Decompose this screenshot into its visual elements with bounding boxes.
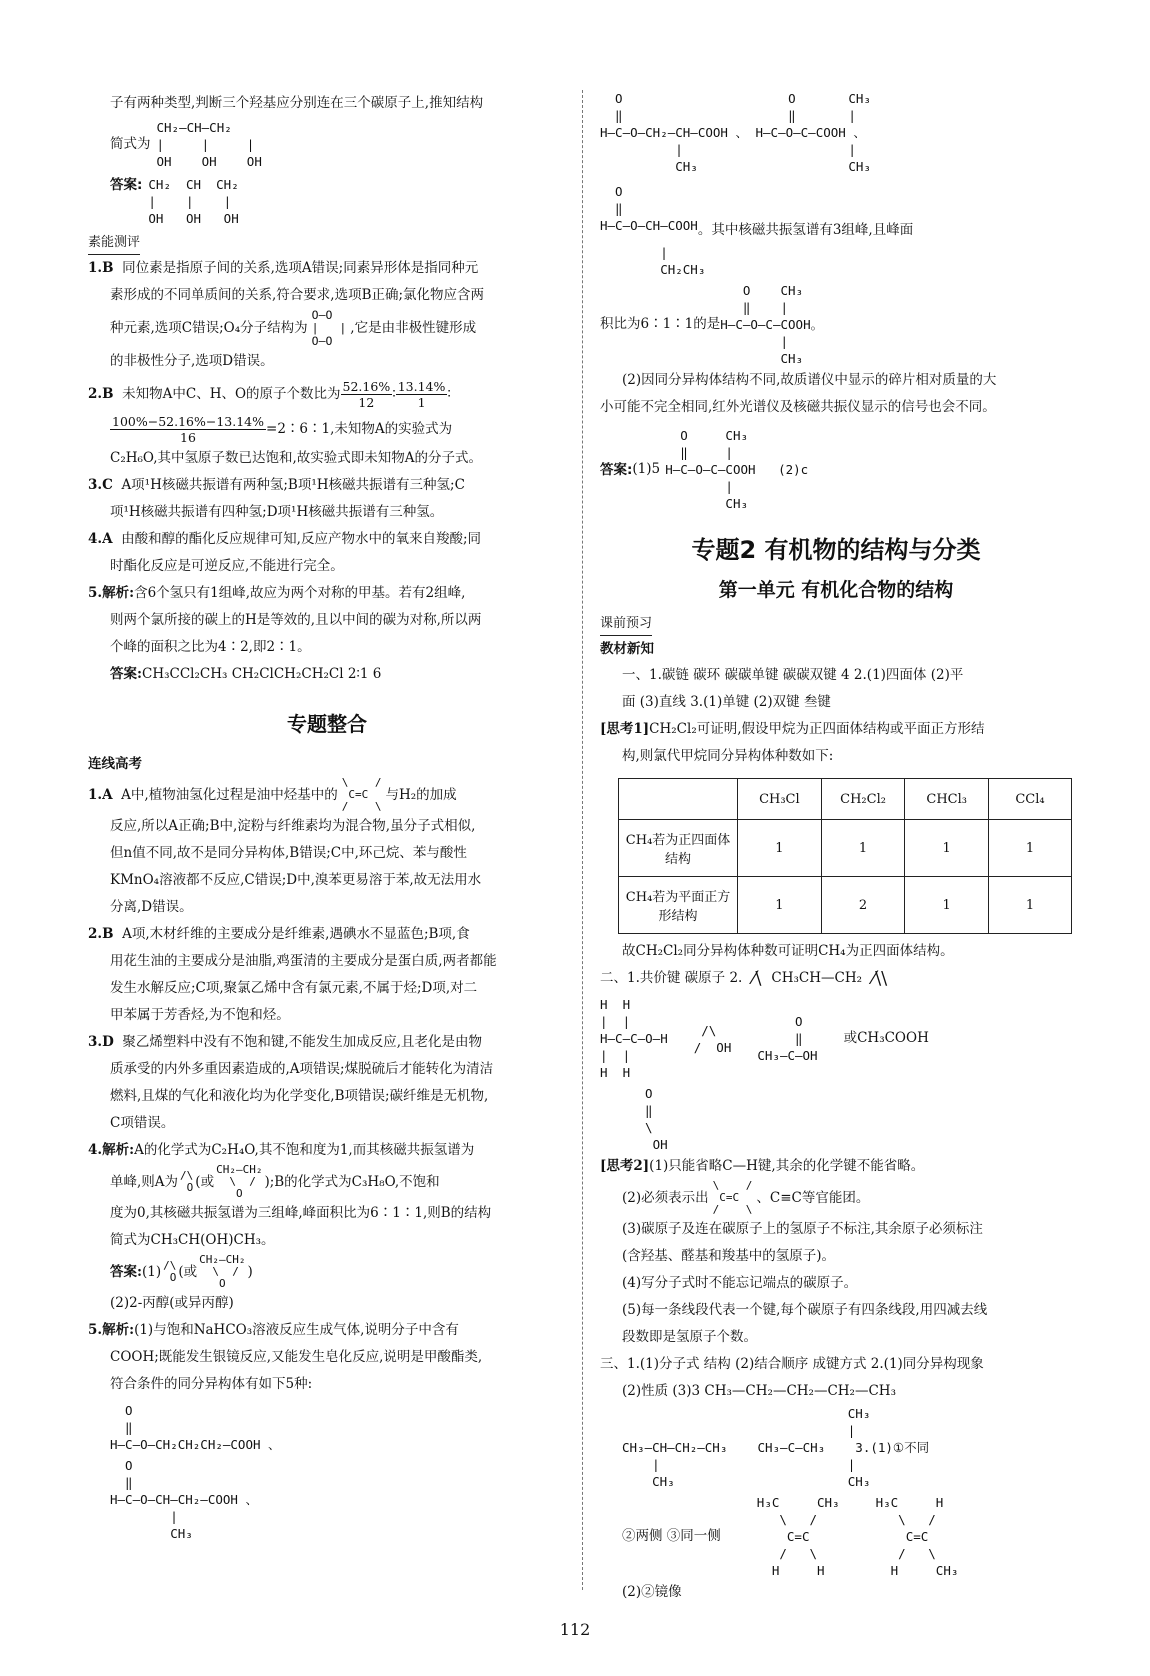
answer-row <box>600 427 1072 512</box>
text-line: 故CH₂Cl₂同分异构体种数可证明CH₄为正四面体结构。 <box>622 943 954 959</box>
g4-text: 度为0,其核磁共振氢谱为三组峰,峰面积比为6∶1∶1,则B的结构 <box>110 1205 492 1221</box>
table-row <box>619 820 1072 877</box>
g1-number: 1.A <box>88 786 113 803</box>
text-line: 。其中核磁共振氢谱有3组峰,且峰面 <box>697 222 914 238</box>
g4-text: 简式为CH₃CH(OH)CH₃。 <box>110 1232 275 1248</box>
q2-text: C₂H₆O,其中氢原子数已达饱和,故实验式即未知物A的分子式。 <box>110 450 483 466</box>
q1-row <box>88 309 566 348</box>
text-line: 积比为6∶1∶1的是 <box>600 316 721 332</box>
right-column <box>600 90 1072 1606</box>
table-cell: CH₄若为正四面体结构 <box>619 820 738 877</box>
think-label: [思考2] <box>600 1158 650 1174</box>
ratio-colon: ∶ <box>392 386 396 402</box>
g4-text: A的化学式为C₂H₄O,其不饱和度为1,而其核磁共振氢谱为 <box>134 1142 475 1158</box>
q2-row: 2.B 未知物A中C、H、O的原子个数比为 $\frac{52.16\%}{12}$ ∶ $\frac{13.14\%}{1}$ ∶ <box>88 379 451 410</box>
section-label-jiaocai: 教材新知 <box>600 641 654 657</box>
table-cell: 1 <box>988 877 1071 934</box>
q4-text: 由酸和醇的酯化反应规律可知,反应产物水中的氧来自羧酸;同 <box>121 531 482 547</box>
text-line: ②两侧 ③同一侧 <box>622 1528 721 1544</box>
q3 <box>88 472 566 499</box>
isomer-structure-2: O ‖ H—C—O—CH—CH₂—COOH 、 | CH₃ <box>110 1458 258 1541</box>
epoxide-ring: /\ O <box>163 1259 177 1284</box>
ethanol-skeletal: /\ / OH <box>693 1022 732 1055</box>
g2-text: 用花生油的主要成分是油脂,鸡蛋清的主要成分是蛋白质,两者都能 <box>110 953 497 969</box>
text-line: (4)写分子式时不能忘记端点的碳原子。 <box>622 1275 858 1291</box>
g2-text: 甲苯属于芳香烃,为不饱和烃。 <box>110 1007 290 1023</box>
o4-structure: O—O | | O—O <box>311 308 347 348</box>
epoxide-ring: /\ O <box>180 1169 194 1194</box>
glycerol-structure-answer: CH₂ CH CH₂ | | | OH OH OH <box>148 177 239 226</box>
section-title-zhuanti: 专题整合 <box>287 712 367 736</box>
table-row <box>619 877 1072 934</box>
epoxide-structure: CH₂—CH₂ \ / O <box>199 1253 246 1290</box>
text-line: 子有两种类型,判断三个羟基应分别连在三个碳原子上,推知结构 <box>110 95 484 111</box>
text-line: 面 (3)直线 3.(1)单键 (2)双键 叁键 <box>622 694 831 710</box>
table-cell: 2 <box>821 877 905 934</box>
g3-number: 3.D <box>88 1034 114 1050</box>
n2-structures <box>600 996 1072 1081</box>
q2-text: =2∶6∶1,未知物A的实验式为 <box>266 421 453 437</box>
q5 <box>88 580 566 607</box>
n2-row: 二、1.共价键 碳原子 2. ⁄\ CH₃CH—CH₂ ⁄\\ <box>600 965 1072 992</box>
table-cell: CCl₄ <box>988 779 1071 820</box>
g3-text: 聚乙烯塑料中没有不饱和键,不能发生加成反应,且老化是由物 <box>122 1034 482 1050</box>
g3-text: 燃料,且煤的气化和液化均为化学变化,B项错误;碳纤维是无机物, <box>110 1088 489 1104</box>
table-cell: 1 <box>821 820 905 877</box>
isomer-structure-5-sub: | CH₂CH₃ <box>660 245 706 277</box>
q5-text: 则两个氯所接的碳上的H是等效的,且以中间的碳为对称,所以两 <box>110 612 482 628</box>
q1 <box>88 255 566 282</box>
isomer-structure-5: O ‖ H—C—O—CH—COOH <box>600 184 698 233</box>
g3-text: 质承受的内外多重因素造成的,A项错误;煤脱硫后才能转化为清洁 <box>110 1061 494 1077</box>
g1-text: 与H₂的加成 <box>385 786 457 803</box>
q2-text: 未知物A中C、H、O的原子个数比为 <box>122 386 341 402</box>
glycerol-structure: CH₂—CH—CH₂ | | | OH OH OH <box>156 120 262 169</box>
text-line: (2)性质 (3)3 CH₃—CH₂—CH₂—CH₂—CH₃ <box>622 1383 896 1399</box>
text-line: (2)②镜像 <box>622 1584 682 1600</box>
g4-answer <box>88 1254 566 1290</box>
cis-2-butene: H₃C CH₃ \ / C=C / \ H H <box>756 1495 840 1578</box>
table-cell: 1 <box>738 877 822 934</box>
q3-number: 3.C <box>88 477 113 493</box>
q3-text: 项¹H核磁共振谱有四种氢;D项¹H核磁共振谱有三种氢。 <box>110 504 444 520</box>
column-divider <box>582 90 583 1590</box>
q1-text: 的非极性分子,选项D错误。 <box>110 353 274 369</box>
table-cell: 1 <box>905 820 989 877</box>
isomer-row-5 <box>600 183 1072 244</box>
g2-number: 2.B <box>88 926 114 942</box>
q2-number: 2.B <box>88 386 114 402</box>
text-line: (1)只能省略C—H键,其余的化学键不能省略。 <box>649 1158 925 1174</box>
text-line: (2)因同分异构体结构不同,故质谱仪中显示的碎片相对质量的大 <box>622 372 997 388</box>
q3-text: A项¹H核磁共振谱有两种氢;B项¹H核磁共振谱有三种氢;C <box>121 477 465 493</box>
g2 <box>88 921 566 948</box>
g4-text: 单峰,则A为 <box>110 1173 179 1190</box>
q4-text: 时酯化反应是可逆反应,不能进行完全。 <box>110 558 344 574</box>
g5-number: 5.解析: <box>88 1322 135 1338</box>
g5 <box>88 1317 566 1344</box>
acetic-acid-structure: O ‖ CH₃—C—OH <box>757 1014 818 1063</box>
sk1 <box>600 716 1072 743</box>
g1-row <box>88 777 566 813</box>
answer-text: (或 <box>178 1263 198 1280</box>
text-line: (5)每一条线段代表一个键,每个碳原子有四条线段,用四减去线 <box>622 1302 988 1318</box>
sk2-row <box>600 1180 1072 1216</box>
answer-row <box>88 172 566 227</box>
section-label-lianxian: 连线高考 <box>88 756 142 772</box>
answer-text: CH₃CCl₂CH₃ CH₂ClCH₂CH₂Cl 2∶1 6 <box>141 666 382 682</box>
q4-number: 4.A <box>88 531 113 547</box>
table-cell: CHCl₃ <box>905 779 989 820</box>
g5-text: COOH;既能发生银镜反应,又能发生皂化反应,说明是甲酸酯类, <box>110 1349 483 1365</box>
fraction-den: 1 <box>417 395 426 410</box>
q5-text: 含6个氢只有1组峰,故应为两个对称的甲基。若有2组峰, <box>134 585 466 601</box>
g1-text: 反应,所以A正确;B中,淀粉与纤维素均为混合物,虽分子式相似, <box>110 818 476 834</box>
text-line: 段数即是氢原子个数。 <box>622 1329 757 1345</box>
unit-title: 第一单元 有机化合物的结构 <box>718 579 954 601</box>
table-cell: 1 <box>738 820 822 877</box>
table-cell: CH₄若为平面正方形结构 <box>619 877 738 934</box>
trans-2-butene: H₃C H \ / C=C / \ H CH₃ <box>875 1495 959 1578</box>
table-cell: 1 <box>988 820 1071 877</box>
q5-text: 个峰的面积之比为4∶2,即2∶1。 <box>110 639 311 655</box>
answer-label: 答案: <box>110 1263 142 1280</box>
answer-label: 答案: <box>110 177 143 193</box>
table-cell: CH₃Cl <box>738 779 822 820</box>
left-column <box>88 90 566 1542</box>
g4-text: );B的化学式为C₃H₈O,不饱和 <box>264 1173 440 1190</box>
q4 <box>88 526 566 553</box>
table-cell: CH₂Cl₂ <box>821 779 905 820</box>
text-line: 或CH₃COOH <box>843 1030 929 1046</box>
g3 <box>88 1029 566 1056</box>
g5-text: 符合条件的同分异构体有如下5种: <box>110 1376 313 1392</box>
text-line: 简式为 <box>110 136 151 152</box>
q1-text: 种元素,选项C错误;O₄分子结构为 <box>110 320 308 336</box>
g4-text: (或 <box>195 1173 215 1190</box>
chapter-title: 专题2 有机物的结构与分类 <box>691 536 981 564</box>
isomer-structure-1: O ‖ H—C—O—CH₂CH₂CH₂—COOH 、 <box>110 1403 281 1452</box>
answer-structure: O CH₃ ‖ | H—C—O—C—COOH (2)c | CH₃ <box>665 428 809 511</box>
g2-text: A项,木材纤维的主要成分是纤维素,遇碘水不显蓝色;B项,食 <box>122 926 470 942</box>
q1-text: 同位素是指原子间的关系,选项A错误;同素异形体是指同种元 <box>122 260 479 276</box>
text-line: (含羟基、醛基和羧基中的氢原子)。 <box>622 1248 836 1264</box>
q1-text: 素形成的不同单质间的关系,符合要求,选项B正确;氯化物应含两 <box>110 287 485 303</box>
ethanol-structure: H H | | H—C—C—O—H | | H H <box>600 997 668 1080</box>
fraction <box>396 379 448 410</box>
fraction-den: 12 <box>358 395 375 410</box>
text-line: 构,则氯代甲烷同分异构体种数如下: <box>622 748 834 764</box>
fraction-num: 100%−52.16%−13.14% <box>112 414 265 429</box>
answer-label: 答案: <box>110 666 142 682</box>
pentane-isomers: CH₃ | CH₃—CH—CH₂—CH₃ CH₃—C—CH₃ 3.(1)①不同 | | CH₃ CH₃ <box>622 1406 930 1489</box>
answer-label: 答案: <box>600 461 633 478</box>
fraction-den: 16 <box>180 430 196 445</box>
g4-row <box>88 1164 566 1200</box>
section-label-keqian: 课前预习 <box>600 613 652 636</box>
q5-answer <box>88 661 566 688</box>
section-label-suneng: 素能测评 <box>88 232 140 255</box>
table-cell <box>619 779 738 820</box>
text-line: CH₂Cl₂可证明,假设甲烷为正四面体结构或平面正方形结 <box>649 721 985 737</box>
g1-text: 分离,D错误。 <box>110 899 193 915</box>
fraction-num: 13.14% <box>397 379 446 394</box>
structure-row <box>88 119 566 170</box>
g1-text: A中,植物油氢化过程是油中烃基中的 <box>121 786 338 803</box>
g5-text: (1)与饱和NaHCO₃溶液反应生成气体,说明分子中含有 <box>134 1322 459 1338</box>
think-label: [思考1] <box>600 721 650 737</box>
acetic-acid-skeletal: O ‖ \ OH <box>645 1086 668 1152</box>
fraction <box>110 414 266 445</box>
sk2 <box>600 1153 1072 1180</box>
text-line: 二、1.共价键 碳原子 2. <box>600 970 743 986</box>
text-line: 小可能不完全相同,红外光谱仪及核磁共振仪显示的信号也会不同。 <box>600 399 996 415</box>
text-line: 、C≡C等官能团。 <box>756 1189 870 1206</box>
isomer-row-answer <box>600 282 1072 367</box>
text-line: (3)碳原子及连在碳原子上的氢原子不标注,其余原子必须标注 <box>622 1221 983 1237</box>
answer-structure: O CH₃ ‖ | H—C—O—C—COOH。 | CH₃ <box>720 283 824 366</box>
text-line: 一、1.碳链 碳环 碳碳单键 碳碳双键 4 2.(1)四面体 (2)平 <box>622 667 964 683</box>
q5-number: 5.解析: <box>88 585 135 601</box>
g4 <box>88 1137 566 1164</box>
cis-trans-row <box>600 1494 1072 1579</box>
table-header-row <box>619 779 1072 820</box>
answer-text: ) <box>247 1263 253 1280</box>
propene-formula: CH₃CH—CH₂ <box>771 970 863 986</box>
g4-number: 4.解析: <box>88 1142 135 1158</box>
answer-text: (2)2-丙醇(或异丙醇) <box>110 1295 234 1311</box>
q1-text: ,它是由非极性键形成 <box>350 320 477 336</box>
isomer-count-table <box>618 778 1072 934</box>
table-cell: 1 <box>905 877 989 934</box>
g3-text: C项错误。 <box>110 1115 175 1131</box>
q2-row2 <box>88 414 566 445</box>
page-number: 112 <box>559 1620 591 1639</box>
cc-double-bond: \ / C=C / \ <box>341 776 382 813</box>
text-line: 三、1.(1)分子式 结构 (2)结合顺序 成键方式 2.(1)同分异构现象 <box>600 1356 984 1372</box>
g1-text: 但n值不同,故不是同分异构体,B错误;C中,环己烷、苯与酸性 <box>110 845 467 861</box>
g2-text: 发生水解反应;C项,聚氯乙烯中含有氯元素,不属于烃;D项,对二 <box>110 980 478 996</box>
text-line: (2)必须表示出 <box>622 1189 709 1206</box>
answer-text: (1) <box>141 1263 162 1280</box>
isomer-structure-3-4: O O CH₃ ‖ ‖ | H—C—O—CH₂—CH—COOH 、 H—C—O—C—COOH 、 | | CH₃ CH₃ <box>600 91 871 174</box>
g1-text: KMnO₄溶液都不反应,C错误;D中,溴苯更易溶于苯,故无法用水 <box>110 872 482 888</box>
epoxide-structure: CH₂—CH₂ \ / O <box>216 1163 263 1200</box>
cc-double-bond: \ / C=C / \ <box>712 1179 753 1216</box>
q1-number: 1.B <box>88 260 114 276</box>
fraction-num: 52.16% <box>342 379 391 394</box>
answer-text: (1)5 <box>632 461 661 477</box>
fraction <box>341 379 393 410</box>
